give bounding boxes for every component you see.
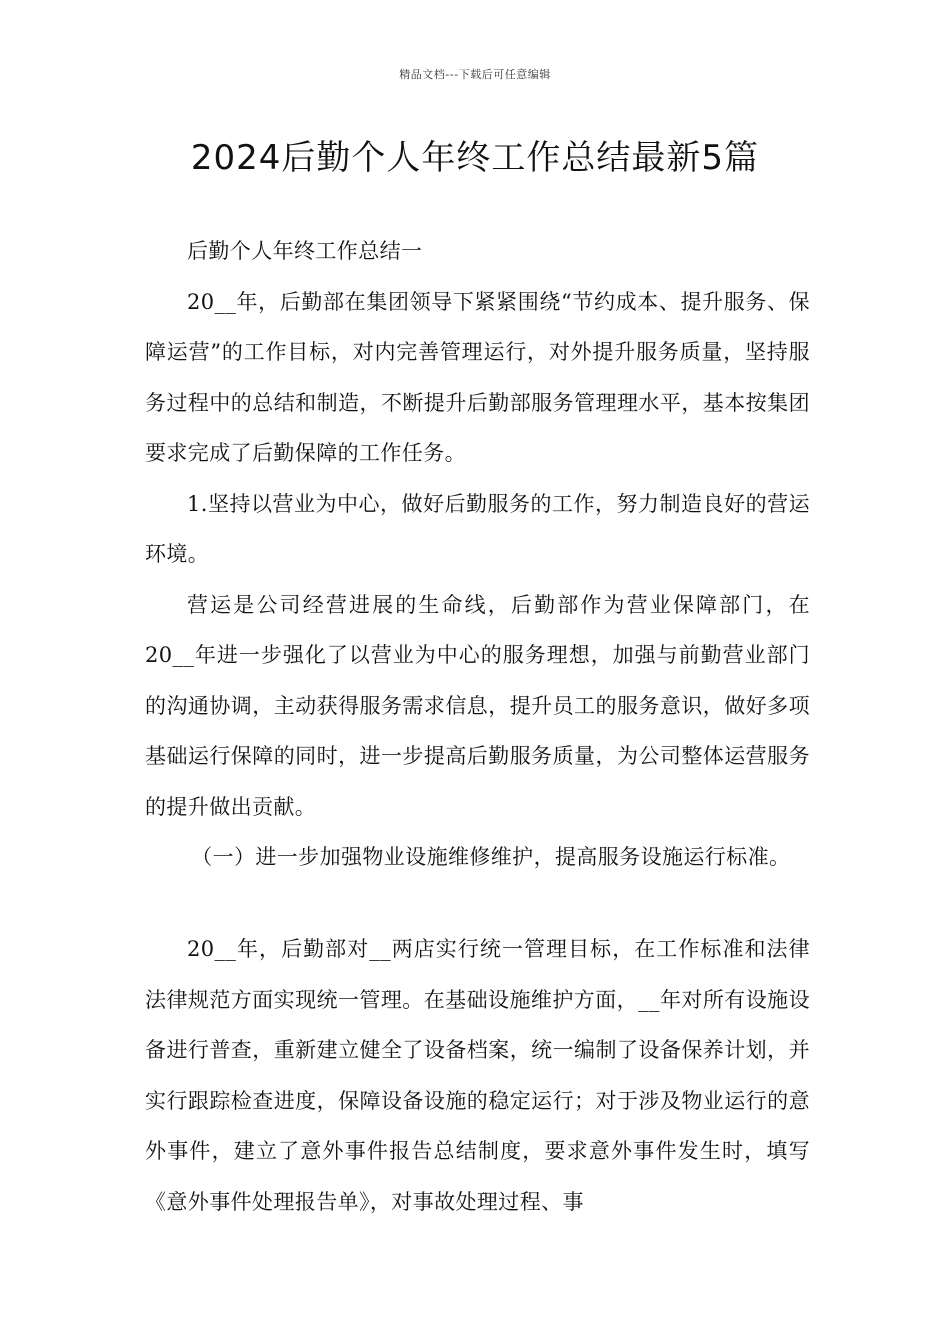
paragraph-facility-management: 20__年，后勤部对__两店实行统一管理目标，在工作标准和法律法律规范方面实现统一管理。在基础设施维护方面，__年对所有设施设备进行普查，重新建立健全了设备档案，统一编制了设备保养计划，并实行跟踪检查进度，保障设备设施的稳定运行；对于涉及物业运行的意外事件，建立了意外事件报告总结制度，要求意外事件发生时，填写《意外事件处理报告单》，对事故处理过程、事 bbox=[145, 937, 810, 1214]
paragraph-intro: 20__年，后勤部在集团领导下紧紧围绕“节约成本、提升服务、保障运营”的工作目标，对内完善管理运行，对外提升服务质量，坚持服务过程中的总结和制造，不断提升后勤部服务管理理水平，基本按集团要求完成了后勤保障的工作任务。 bbox=[145, 289, 810, 465]
subheading-facilities: （一）进一步加强物业设施维修维护，提高服务设施运行标准。 bbox=[191, 845, 791, 869]
document-title: 2024后勤个人年终工作总结最新5篇 bbox=[190, 138, 760, 178]
header-note: 精品文档---下载后可任意编辑 bbox=[399, 68, 551, 81]
paragraph-operations: 营运是公司经营进展的生命线，后勤部作为营业保障部门，在20__年进一步强化了以营业为中心的服务理想，加强与前勤营业部门的沟通协调，主动获得服务需求信息，提升员工的服务意识，做好多项基础运行保障的同时，进一步提高后勤服务质量，为公司整体运营服务的提升做出贡献。 bbox=[145, 592, 810, 819]
paragraph-point-1: 1.坚持以营业为中心，做好后勤服务的工作，努力制造良好的营运环境。 bbox=[145, 491, 810, 566]
body-text-block-1 bbox=[145, 226, 810, 883]
section-heading: 后勤个人年终工作总结一 bbox=[187, 239, 423, 263]
body-text-block-2 bbox=[145, 924, 810, 1227]
